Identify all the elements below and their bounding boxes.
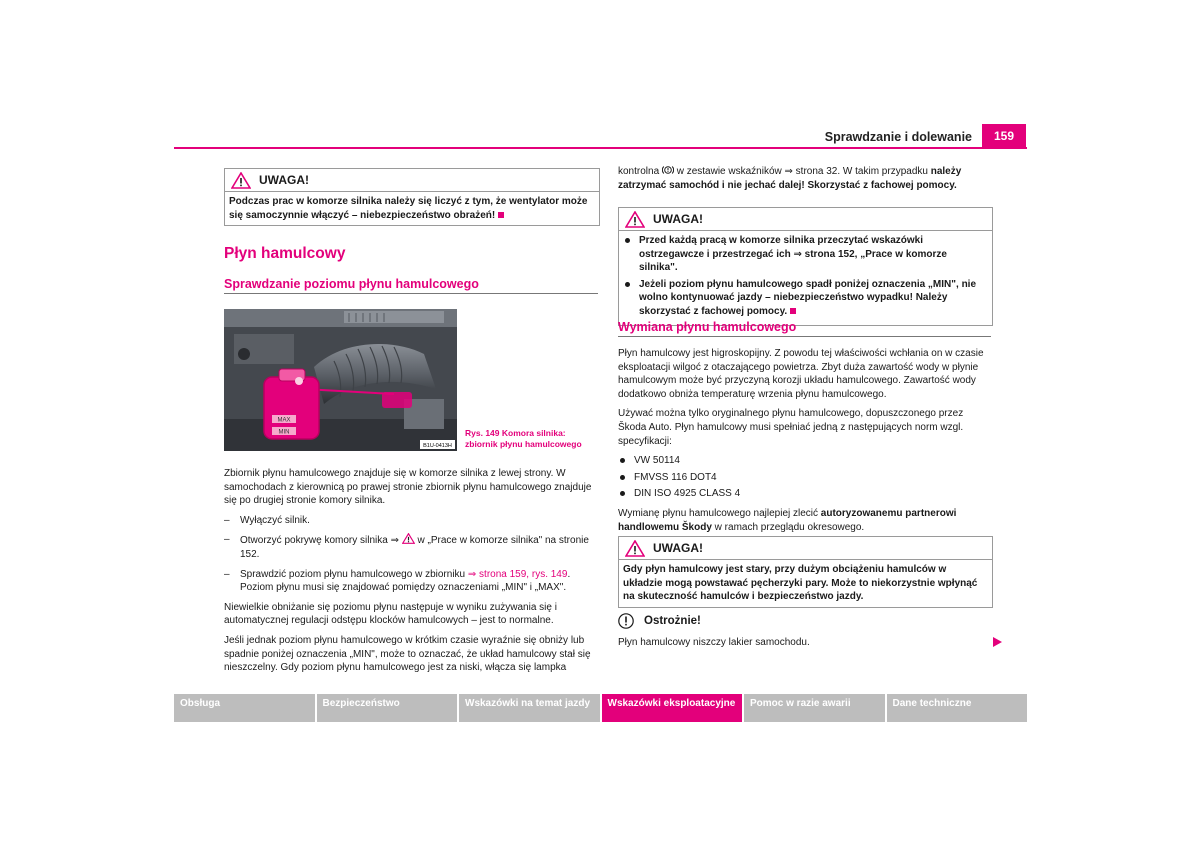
warning-triangle-icon bbox=[625, 211, 645, 228]
page-number: 159 bbox=[982, 124, 1026, 148]
tab-pomoc-awarii[interactable]: Pomoc w razie awarii bbox=[744, 694, 885, 722]
caution-exclamation-icon bbox=[618, 613, 634, 629]
brake-warning-lamp-icon bbox=[662, 165, 674, 175]
steps-list bbox=[224, 514, 598, 595]
cross-reference-link[interactable]: ⇒ strona 159, rys. 149 bbox=[467, 568, 568, 580]
step-item: – Otworzyć pokrywę komory silnika ⇒ w „Prace w komorze silnika" na stronie 152. bbox=[224, 534, 589, 560]
chapter-tabs bbox=[174, 694, 1027, 722]
warning-title: UWAGA! bbox=[259, 173, 309, 187]
min-label: MIN bbox=[278, 429, 290, 436]
warning-title: UWAGA! bbox=[653, 541, 703, 555]
warning-box-fan bbox=[224, 168, 600, 226]
paragraph: Jeśli jednak poziom płynu hamulcowego w krótkim czasie wyraźnie się obniży lub spadnie poniżej oznaczenia „MIN", może to oznaczać, że układ hamulcowy stał się nieszczelny. Gdy poziom płynu hamulcowego jest za niski, włącza się lampka bbox=[224, 634, 591, 674]
section-heading: Płyn hamulcowy bbox=[224, 245, 346, 262]
paragraph: Płyn hamulcowy jest higroskopijny. Z powodu tej właściwości wchłania on w czasie eksploatacji wilgoć z otaczającego powietrza. Zbyt duża zawartość wody w płynie hamulcowym może być przyczyną korozji układu hamulcowego. Zawartość wody dodatkowo obniża temperaturę wrzenia płynu hamulcowego. bbox=[618, 348, 984, 400]
spec-item: VW 50114 bbox=[618, 454, 990, 468]
left-body-text bbox=[224, 467, 598, 681]
paragraph: Niewielkie obniżanie się poziomu płynu następuje w wyniku zużywania się i automatycznej regulacji odstępu klocków hamulcowych – jest to normalne. bbox=[224, 601, 557, 627]
spec-list bbox=[618, 454, 990, 501]
warning-box-old-fluid bbox=[618, 536, 993, 608]
paragraph: Używać można tylko oryginalnego płynu hamulcowego, dopuszczonego przez Škoda Auto. Płyn hamulcowy musi spełniać jedną z następujących norm wzgl. specyfikacji: bbox=[618, 408, 964, 447]
max-label: MAX bbox=[277, 417, 291, 424]
warning-triangle-icon bbox=[625, 540, 645, 557]
warning-bullet: Przed każdą pracą w komorze silnika przeczytać wskazówki ostrzegawcze i przestrzegać ich ⇒ strona 152, „Prace w komorze silnika". bbox=[623, 234, 988, 275]
caution-text: Płyn hamulcowy niszczy lakier samochodu. bbox=[618, 637, 810, 648]
right-continued-text: kontrolna w zestawie wskaźników ⇒ strona 32. W takim przypadku należy zatrzymać samochód i nie jechać dalej! Skorzystać z fachowej pomocy. bbox=[618, 166, 962, 191]
subsection-heading-replace: Wymiana płynu hamulcowego bbox=[618, 320, 991, 337]
spec-item: FMVSS 116 DOT4 bbox=[618, 471, 990, 485]
caption-line1: Rys. 149 Komora silnika: bbox=[465, 428, 566, 438]
warning-triangle-icon bbox=[402, 533, 415, 544]
caution-heading bbox=[618, 613, 990, 629]
next-page-arrow-icon[interactable] bbox=[993, 637, 1002, 647]
end-marker-icon bbox=[790, 308, 796, 314]
caption-line2: zbiornik płynu hamulcowego bbox=[465, 439, 582, 449]
warning-text: Gdy płyn hamulcowy jest stary, przy dużym obciążeniu hamulców w układzie mogą powstawać pęcherzyki pary. Może to niekorzystnie wpłynąć na skuteczność hamulców i bezpieczeństwo jazdy. bbox=[623, 564, 978, 603]
tab-obsluga[interactable]: Obsługa bbox=[174, 694, 315, 722]
subsection-heading-check: Sprawdzanie poziomu płynu hamulcowego bbox=[224, 277, 598, 294]
step-item: – Wyłączyć silnik. bbox=[224, 514, 310, 526]
warning-bullet: Jeżeli poziom płynu hamulcowego spadł poniżej oznaczenia „MIN", nie wolno kontynuować jazdy – niebezpieczeństwo wypadku! Należy skorzystać z fachowej pomocy. bbox=[623, 278, 988, 319]
tab-wskazowki-eksploatacyjne[interactable]: Wskazówki eksploatacyjne bbox=[602, 694, 743, 722]
running-header-title: Sprawdzanie i dolewanie bbox=[824, 130, 972, 144]
warning-text: Podczas prac w komorze silnika należy się liczyć z tym, że wentylator może się samoczynnie włączyć – niebezpieczeństwo obrażeń! bbox=[229, 196, 588, 221]
right-body-text bbox=[618, 347, 990, 540]
figure-code: B1U-0413H bbox=[423, 443, 452, 449]
caution-title: Ostrożnie! bbox=[644, 615, 701, 627]
header-rule bbox=[174, 147, 1027, 149]
warning-box-brake bbox=[618, 207, 993, 326]
step-item: – Sprawdzić poziom płynu hamulcowego w zbiorniku ⇒ strona 159, rys. 149. Poziom płynu musi się znajdować pomiędzy oznaczeniami „MIN" i „MAX". bbox=[224, 568, 571, 594]
paragraph: Zbiornik płynu hamulcowego znajduje się w komorze silnika z lewej strony. W samochodach z kierownicą po prawej stronie zbiornik płynu hamulcowego znajduje się po drugiej stronie komory silnika. bbox=[224, 468, 592, 507]
figure-caption bbox=[465, 428, 595, 450]
spec-item: DIN ISO 4925 CLASS 4 bbox=[618, 487, 990, 501]
warning-title: UWAGA! bbox=[653, 212, 703, 226]
end-marker-icon bbox=[498, 212, 504, 218]
tab-bezpieczenstwo[interactable]: Bezpieczeństwo bbox=[317, 694, 458, 722]
engine-bay-figure bbox=[224, 309, 457, 451]
warning-triangle-icon bbox=[231, 172, 251, 189]
tab-dane-techniczne[interactable]: Dane techniczne bbox=[887, 694, 1028, 722]
paragraph: Wymianę płynu hamulcowego najlepiej zlecić autoryzowanemu partnerowi handlowemu Škody w ramach przeglądu okresowego. bbox=[618, 507, 957, 533]
tab-wskazowki-jazdy[interactable]: Wskazówki na temat jazdy bbox=[459, 694, 600, 722]
